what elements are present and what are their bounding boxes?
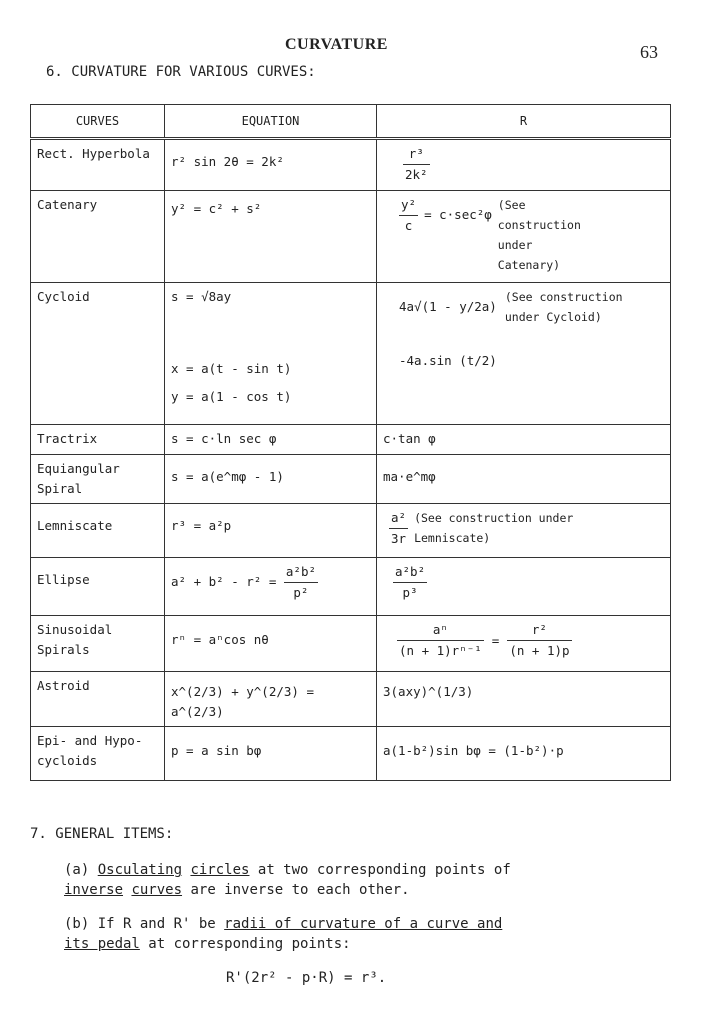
r-numerator: a²b² (393, 562, 427, 583)
equation-cell: x^(2/3) + y^(2/3) = a^(2/3) (165, 672, 377, 727)
r-fraction-2 (507, 620, 571, 661)
r-cell (377, 558, 671, 616)
r-expression: 4a√(1 - y/2a) (399, 299, 497, 314)
r-note: (See construction under Cycloid) (504, 290, 623, 324)
curve-name: Astroid (31, 672, 165, 727)
table-row (31, 455, 671, 504)
r-denominator: (n + 1)rⁿ⁻¹ (399, 643, 482, 658)
equation-cell: rⁿ = aⁿcos nθ (165, 616, 377, 672)
r-expression-2: -4a.sin (t/2) (399, 353, 497, 368)
equation-cell: r³ = a²p (165, 504, 377, 558)
equation-numerator: a²b² (284, 562, 318, 583)
curve-name: Tractrix (31, 425, 165, 455)
r-numerator: aⁿ (397, 620, 484, 641)
r-cell: a(1-b²)sin bφ = (1-b²)·p (377, 727, 671, 781)
underlined-text: its pedal (64, 936, 140, 952)
r-numerator: r³ (403, 144, 430, 165)
equation-fraction (284, 562, 318, 603)
item-a-prefix: (a) (64, 862, 98, 878)
table-row (31, 727, 671, 781)
r-note: (See construction under Lemniscate) (414, 511, 574, 545)
r-cell (377, 616, 671, 672)
equation-cell: r² sin 2θ = 2k² (165, 139, 377, 191)
r-numerator: a² (389, 508, 408, 529)
curve-name: Rect. Hyperbola (31, 139, 165, 191)
curve-name: Sinusoidal Spirals (31, 616, 165, 672)
equation-cell (165, 558, 377, 616)
col-header-r: R (377, 105, 671, 139)
r-denominator: c (404, 218, 413, 233)
r-cell: 3(axy)^(1/3) (377, 672, 671, 727)
r-equals: = (491, 632, 500, 648)
equation-line-2: x = a(t - sin t) (171, 361, 292, 376)
underlined-text: Osculating (97, 862, 183, 878)
page-header-title: CURVATURE (285, 36, 388, 53)
table-row (31, 425, 671, 455)
equation-denominator: p² (293, 585, 309, 600)
item-b-line-1 (64, 916, 502, 932)
item-a-text: are inverse to each other. (182, 882, 410, 898)
table-row (31, 672, 671, 727)
r-denominator: 3r (391, 531, 407, 546)
r-fraction (399, 195, 418, 236)
table-row (31, 616, 671, 672)
equation-cell: s = a(e^mφ - 1) (165, 455, 377, 504)
equation-line-3: y = a(1 - cos t) (171, 389, 292, 404)
item-a-line-1 (64, 862, 511, 878)
table-row (31, 191, 671, 283)
r-note: (See construction under Catenary) (497, 198, 581, 272)
r-cell (377, 139, 671, 191)
curve-name: Catenary (31, 191, 165, 283)
r-numerator: y² (399, 195, 418, 216)
table-row (31, 558, 671, 616)
r-cell (377, 504, 671, 558)
curve-name: Lemniscate (31, 504, 165, 558)
pedal-formula: R'(2r² - p·R) = r³. (226, 970, 387, 986)
r-cell (377, 283, 671, 425)
underlined-text: inverse (64, 882, 124, 898)
r-expression: = c·sec²φ (424, 207, 492, 222)
equation-cell: y² = c² + s² (165, 191, 377, 283)
r-denominator: p³ (402, 585, 418, 600)
section-6-title: 6. CURVATURE FOR VARIOUS CURVES: (46, 64, 316, 80)
equation-cell: s = c·ln sec φ (165, 425, 377, 455)
r-cell: ma·e^mφ (377, 455, 671, 504)
table-row (31, 139, 671, 191)
r-fraction (389, 508, 408, 549)
equation-cell (165, 283, 377, 425)
r-cell: c·tan φ (377, 425, 671, 455)
table-header-row (31, 105, 671, 139)
curve-name: Equiangular Spiral (31, 455, 165, 504)
section-7-title: 7. GENERAL ITEMS: (30, 826, 174, 842)
table-row (31, 504, 671, 558)
curve-name: Epi- and Hypo-cycloids (31, 727, 165, 781)
page-number: 63 (640, 42, 658, 62)
equation-lhs: a² + b² - r² = (171, 574, 277, 589)
curvature-table (30, 104, 671, 781)
item-b-prefix: (b) If R and R' be (64, 916, 225, 932)
col-header-curves: CURVES (31, 105, 165, 139)
r-fraction (397, 620, 484, 661)
r-fraction (403, 144, 430, 185)
r-fraction (393, 562, 427, 603)
r-numerator-2: r² (507, 620, 571, 641)
underlined-text: circles (190, 862, 250, 878)
r-denominator-2: (n + 1)p (509, 643, 570, 658)
equation-cell: p = a sin bφ (165, 727, 377, 781)
table-row (31, 283, 671, 425)
item-a-text: at two corresponding points of (249, 862, 511, 878)
item-b-line-2 (64, 936, 351, 952)
equation-line-1: s = √8ay (171, 289, 232, 304)
item-a-line-2 (64, 882, 410, 898)
r-cell (377, 191, 671, 283)
item-b-text: at corresponding points: (139, 936, 351, 952)
underlined-text: curves (131, 882, 183, 898)
r-denominator: 2k² (405, 167, 428, 182)
underlined-text: radii of curvature of a curve and (224, 916, 503, 932)
col-header-equation: EQUATION (165, 105, 377, 139)
curve-name: Ellipse (31, 558, 165, 616)
curve-name: Cycloid (31, 283, 165, 425)
